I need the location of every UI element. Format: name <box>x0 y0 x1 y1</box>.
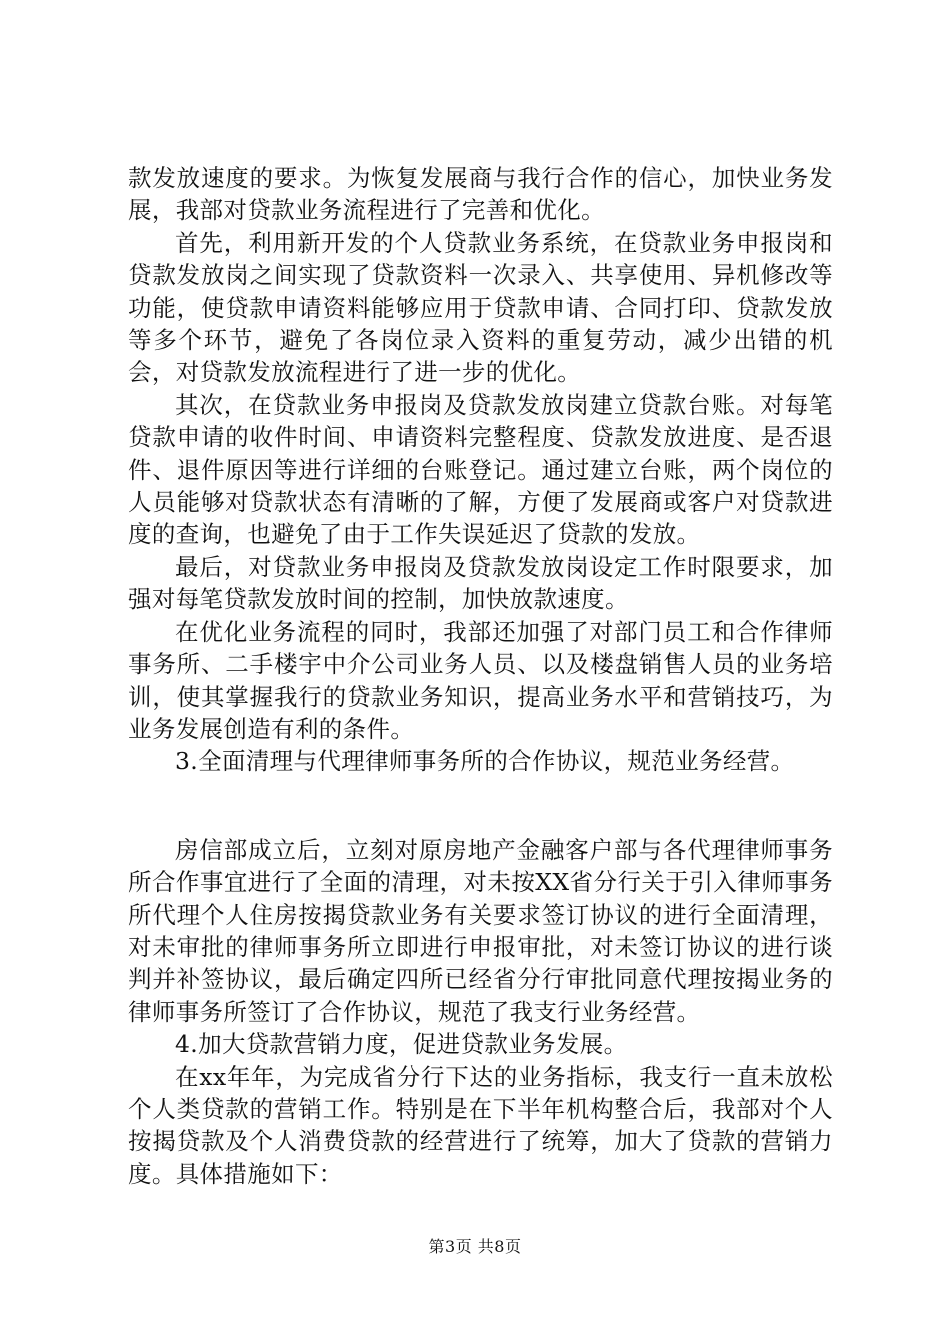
paragraph-last-measure: 最后，对贷款业务申报岗及贷款发放岗设定工作时限要求，加强对每笔贷款发放时间的控制，加快放款速度。 <box>128 552 833 614</box>
page-number-footer: 第3页 共8页 <box>428 1237 522 1256</box>
paragraph-second-measure: 其次，在贷款业务申报岗及贷款发放岗建立贷款台账。对每笔贷款申请的收件时间、申请资料完整程度、贷款发放进度、是否退件、退件原因等进行详细的台账登记。通过建立台账，两个岗位的人员能够对贷款状态有清晰的了解，方便了发展商或客户对贷款进度的查询，也避免了由于工作失误延迟了贷款的发放。 <box>128 390 833 549</box>
paragraph-marketing: 在xx年年，为完成省分行下达的业务指标，我支行一直未放松个人类贷款的营销工作。特别是在下半年机构整合后，我部对个人按揭贷款及个人消费贷款的经营进行了统筹，加大了贷款的营销力度。具体措施如下： <box>128 1062 833 1188</box>
paragraph-training: 在优化业务流程的同时，我部还加强了对部门员工和合作律师事务所、二手楼宇中介公司业务人员、以及楼盘销售人员的业务培训，使其掌握我行的贷款业务知识，提高业务水平和营销技巧，为业务发展创造有利的条件。 <box>128 617 833 743</box>
section-heading-3: 3.全面清理与代理律师事务所的合作协议，规范业务经营。 <box>175 747 795 776</box>
paragraph-continuation: 款发放速度的要求。为恢复发展商与我行合作的信心，加快业务发展，我部对贷款业务流程进行了完善和优化。 <box>128 164 833 225</box>
paragraph-first-measure: 首先，利用新开发的个人贷款业务系统，在贷款业务申报岗和贷款发放岗之间实现了贷款资料一次录入、共享使用、异机修改等功能，使贷款申请资料能够应用于贷款申请、合同打印、贷款发放等多个环节，避免了各岗位录入资料的重复劳动，减少出错的机会，对贷款发放流程进行了进一步的优化。 <box>128 228 833 387</box>
section-heading-4: 4.加大贷款营销力度，促进贷款业务发展。 <box>175 1030 628 1059</box>
document-body <box>128 162 833 1190</box>
paragraph-law-firm-cleanup: 房信部成立后，立刻对原房地产金融客户部与各代理律师事务所合作事宜进行了全面的清理，对未按XX省分行关于引入律师事务所代理个人住房按揭贷款业务有关要求签订协议的进行全面清理，对未审批的律师事务所立即进行申报审批，对未签订协议的进行谈判并补签协议，最后确定四所已经省分行审批同意代理按揭业务的律师事务所签订了合作协议，规范了我支行业务经营。 <box>128 835 833 1026</box>
